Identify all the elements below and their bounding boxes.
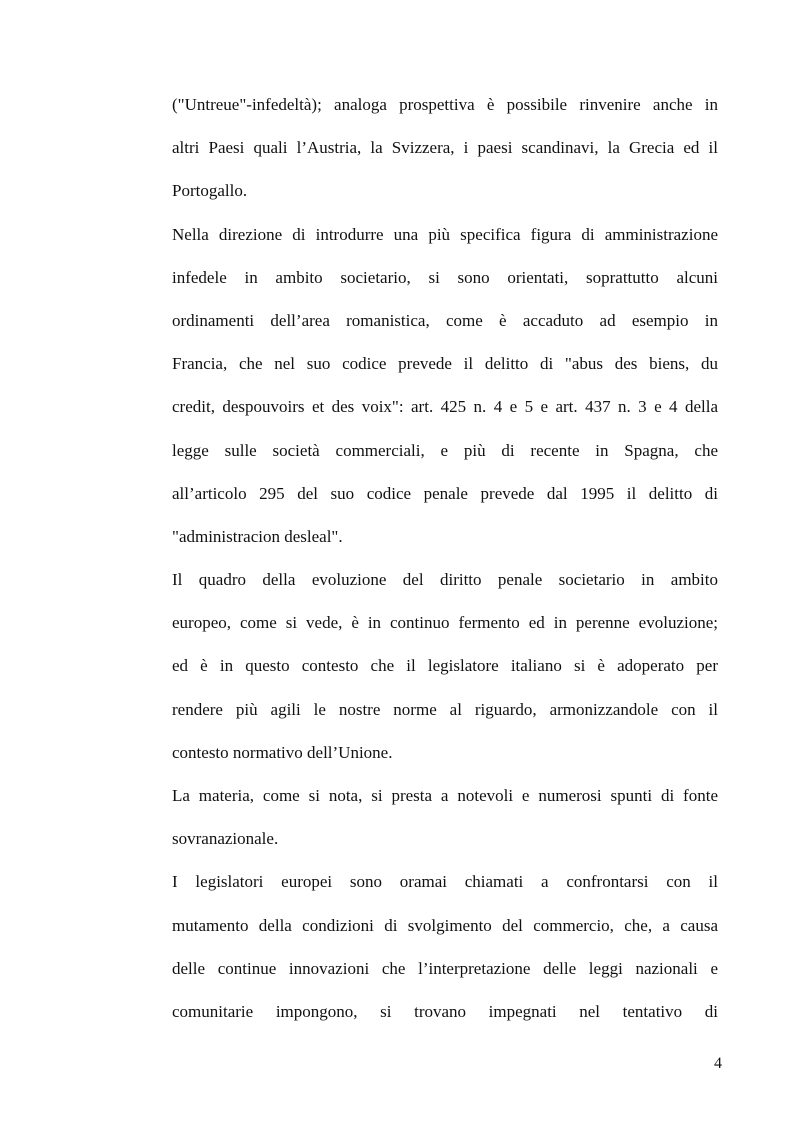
text-line: Portogallo. (172, 181, 248, 201)
text-line: rendere più agili le nostre norme al riguardo, armonizzandole con il (172, 699, 718, 719)
text-line: europeo, come si vede, è in continuo fermento ed in perenne evoluzione; (172, 613, 718, 633)
text-line: mutamento della condizioni di svolgimento del commercio, che, a causa (172, 915, 718, 935)
text-line: "administracion desleal". (172, 526, 343, 546)
text-line: Nella direzione di introdurre una più specifica figura di amministrazione (172, 224, 718, 244)
text-line: delle continue innovazioni che l’interpretazione delle leggi nazionali e (172, 958, 718, 978)
text-line: altri Paesi quali l’Austria, la Svizzera, i paesi scandinavi, la Grecia ed il (172, 138, 718, 158)
text-line: legge sulle società commerciali, e più di recente in Spagna, che (172, 440, 718, 460)
text-line: La materia, come si nota, si presta a notevoli e numerosi spunti di fonte (172, 786, 718, 805)
text-line: contesto normativo dell’Unione. (172, 742, 393, 762)
text-line: ordinamenti dell’area romanistica, come è accaduto ad esempio in (172, 310, 718, 330)
text-line: all’articolo 295 del suo codice penale prevede dal 1995 il delitto di (172, 483, 718, 503)
text-line: comunitarie impongono, si trovano impegnati nel tentativo di (172, 1001, 718, 1021)
text-line: ("Untreue"-infedeltà); analoga prospettiva è possibile rinvenire anche in (172, 95, 718, 114)
text-line: Il quadro della evoluzione del diritto penale societario in ambito (172, 570, 718, 590)
text-line: I legislatori europei sono oramai chiamati a confrontarsi con il (172, 872, 718, 892)
text-line: Francia, che nel suo codice prevede il delitto di "abus des biens, du (172, 354, 718, 374)
body-text (172, 88, 718, 1038)
text-line: sovranazionale. (172, 829, 279, 849)
text-line: ed è in questo contesto che il legislatore italiano si è adoperato per (172, 656, 718, 676)
text-line: infedele in ambito societario, si sono orientati, soprattutto alcuni (172, 267, 718, 287)
text-line: credit, despouvoirs et des voix": art. 425 n. 4 e 5 e art. 437 n. 3 e 4 della (172, 397, 718, 417)
page-number: 4 (714, 1055, 722, 1072)
